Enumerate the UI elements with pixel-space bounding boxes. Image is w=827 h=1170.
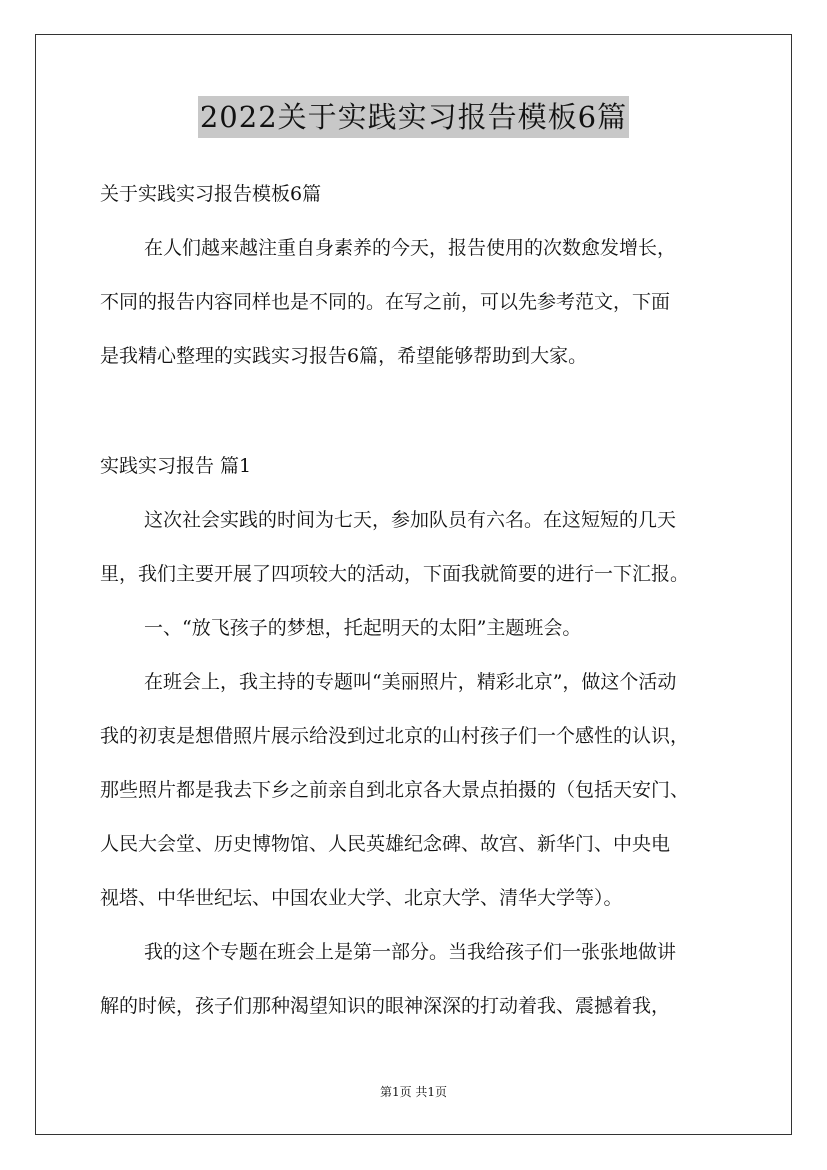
body-line: 一、“放飞孩子的梦想，托起明天的太阳”主题班会。 bbox=[144, 617, 582, 639]
body-line: 我的初衷是想借照片展示给没到过北京的山村孩子们一个感性的认识， bbox=[100, 725, 690, 747]
body-line: 里，我们主要开展了四项较大的活动，下面我就简要的进行一下汇报。 bbox=[100, 563, 690, 585]
body-line: 我的这个专题在班会上是第一部分。当我给孩子们一张张地做讲 bbox=[144, 941, 677, 963]
intro-line: 在人们越来越注重自身素养的今天，报告使用的次数愈发增长， bbox=[144, 237, 677, 259]
title-container bbox=[0, 96, 827, 138]
body-line: 这次社会实践的时间为七天，参加队员有六名。在这短短的几天 bbox=[144, 509, 677, 531]
body-line: 人民大会堂、历史博物馆、人民英雄纪念碑、故宫、新华门、中央电 bbox=[100, 833, 671, 855]
body-line: 解的时候，孩子们那种渴望知识的眼神深深的打动着我、震撼着我， bbox=[100, 995, 671, 1017]
body-line: 那些照片都是我去下乡之前亲自到北京各大景点拍摄的（包括天安门、 bbox=[100, 779, 690, 801]
page-footer: 第1页 共1页 bbox=[379, 1085, 448, 1099]
document-subtitle: 关于实践实习报告模板6篇 bbox=[100, 183, 322, 205]
document-title: 2022关于实践实习报告模板6篇 bbox=[198, 96, 629, 138]
body-line: 视塔、中华世纪坛、中国农业大学、北京大学、清华大学等）。 bbox=[100, 887, 623, 909]
body-line: 在班会上，我主持的专题叫“美丽照片，精彩北京”，做这个活动 bbox=[144, 671, 677, 693]
section-heading: 实践实习报告 篇1 bbox=[100, 455, 252, 477]
intro-line: 不同的报告内容同样也是不同的。在写之前，可以先参考范文，下面 bbox=[100, 291, 671, 313]
intro-line: 是我精心整理的实践实习报告6篇，希望能够帮助到大家。 bbox=[100, 345, 588, 367]
